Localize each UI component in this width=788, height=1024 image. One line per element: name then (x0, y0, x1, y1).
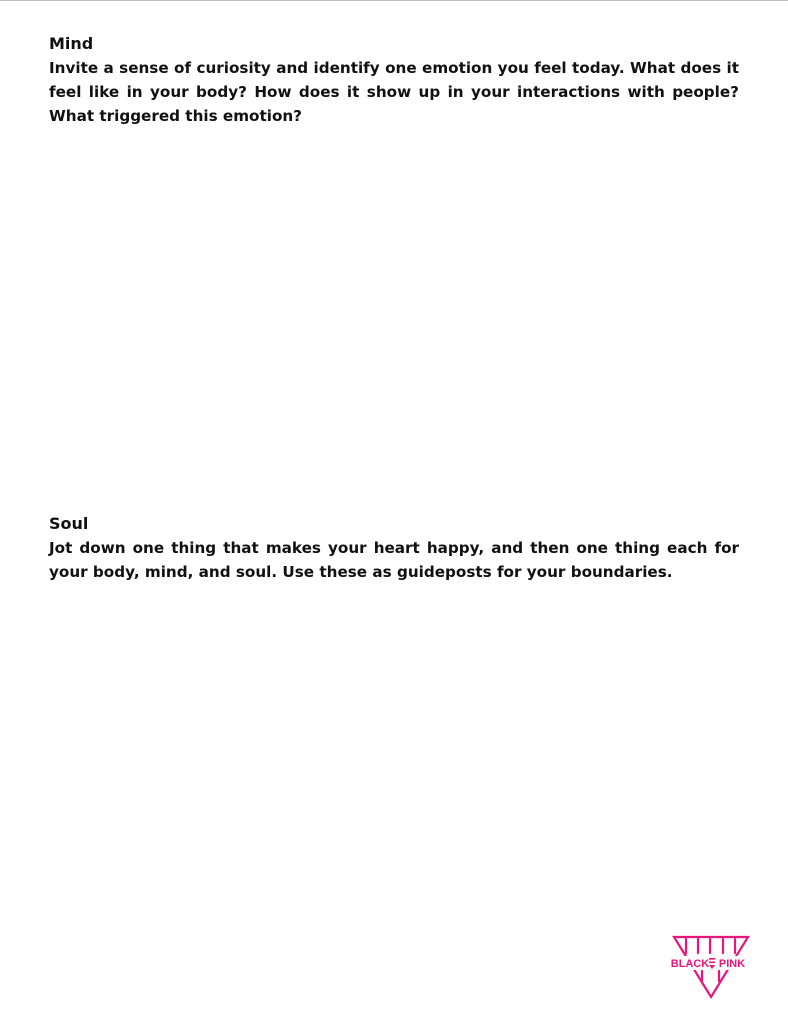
logo-text-left: BLACK (670, 958, 710, 970)
soul-heading: Soul (49, 514, 89, 533)
soul-section (49, 512, 739, 584)
mind-section (49, 32, 739, 128)
logo-text-right: PINK (718, 958, 746, 970)
page-top-border (0, 0, 788, 1)
blackpink-logo (666, 935, 756, 999)
mind-heading: Mind (49, 34, 94, 53)
mind-prompt: Invite a sense of curiosity and identify one emotion you feel today. What does it feel like in your body? How does it show up in your interactions with people? What triggered this emotion? (49, 59, 739, 125)
soul-prompt: Jot down one thing that makes your heart happy, and then one thing each for your body, mind, and soul. Use these as guideposts for your boundaries. (49, 539, 739, 581)
